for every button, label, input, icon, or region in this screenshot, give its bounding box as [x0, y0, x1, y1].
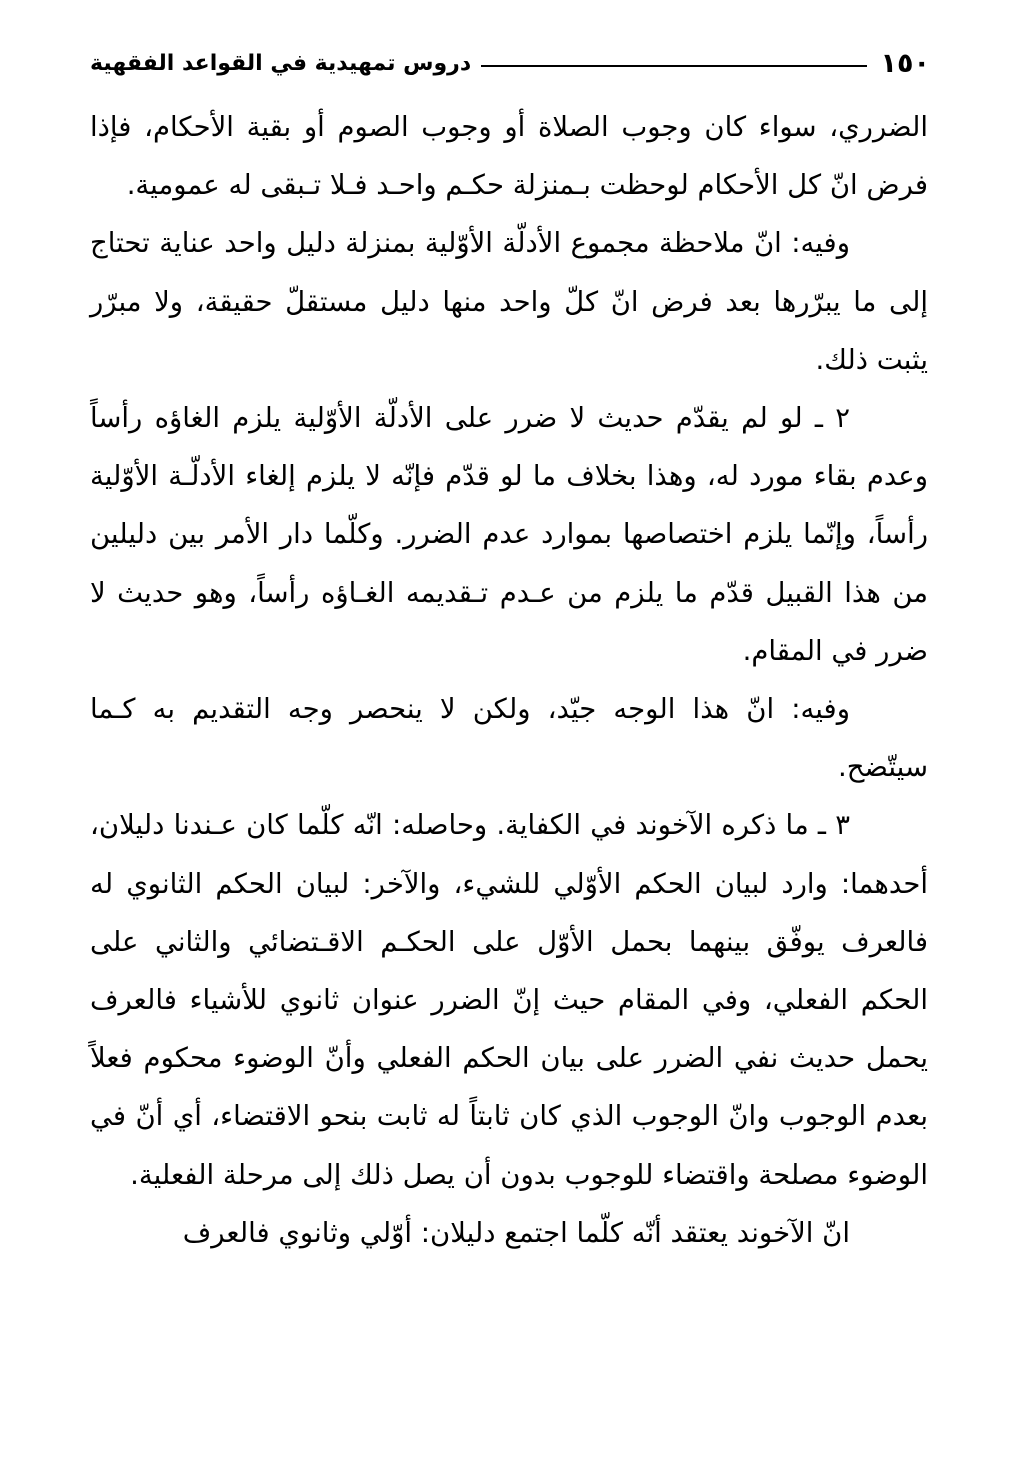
paragraph-point-2: ٢ ـ لو لم يقدّم حديث لا ضرر على الأدلّة الأوّلية يلزم الغاؤه رأساً وعدم بقاء مورد له، وهذا بخلاف ما لو قدّم فإنّه لا يلزم إلغاء الأدلّـة الأوّلية رأساً، وإنّما يلزم اختصاصها بموارد عدم الضرر. وكلّما دار الأمر بين دليلين من هذا القبيل قدّم ما يلزم من عـدم تـقديمه الغـاؤه رأساً، وهو حديث لا ضرر في المقام.	[90, 402, 928, 667]
paragraph-continuation: الضرري، سواء كان وجوب الصلاة أو وجوب الصوم أو بقية الأحكام، فإذا فرض انّ كل الأحكام لوحظت بـمنزلة حكـم واحـد فـلا تـبقى له عمومية.	[90, 111, 928, 202]
paragraph-point-3: ٣ ـ ما ذكره الآخوند في الكفاية. وحاصله: انّه كلّما كان عـندنا دليلان، أحدهما: وارد لبيان الحكم الأوّلي للشيء، والآخر: لبيان الحكم الثانوي له فالعرف يوفّق بينهما بحمل الأوّل على الحكـم الاقـتضائي والثاني على الحكم الفعلي، وفي المقام حيث إنّ الضرر عنوان ثانوي للأشياء فالعرف يحمل حديث نفي الضرر على بيان الحكم الفعلي وأنّ الوضوء محكوم فعلاً بعدم الوجوب وانّ الوجوب الذي كان ثابتاً له ثابت بنحو الاقتضاء، أي أنّ في الوضوء مصلحة واقتضاء للوجوب بدون أن يصل ذلك إلى مرحلة الفعلية.	[90, 809, 928, 1191]
paragraph-objection-2: وفيه: انّ هذا الوجه جيّد، ولكن لا ينحصر وجه التقديم به كـما سيتّضح.	[90, 693, 928, 784]
paragraph-final: انّ الآخوند يعتقد أنّه كلّما اجتمع دليلان: أوّلي وثانوي فالعرف	[182, 1216, 850, 1249]
book-title: دروس تمهيدية في القواعد الفقهية	[90, 50, 472, 76]
body-text	[90, 98, 928, 1262]
paragraph-objection-1: وفيه: انّ ملاحظة مجموع الأدلّة الأوّلية بمنزلة دليل واحد عناية تحتاج إلى ما يبرّرها بعد فرض انّ كلّ واحد منها دليل مستقلّ حقيقة، ولا مبرّر يثبت ذلك.	[90, 227, 928, 376]
page-number: ١٥٠	[880, 47, 930, 79]
running-header	[90, 40, 930, 86]
header-rule	[481, 65, 866, 67]
